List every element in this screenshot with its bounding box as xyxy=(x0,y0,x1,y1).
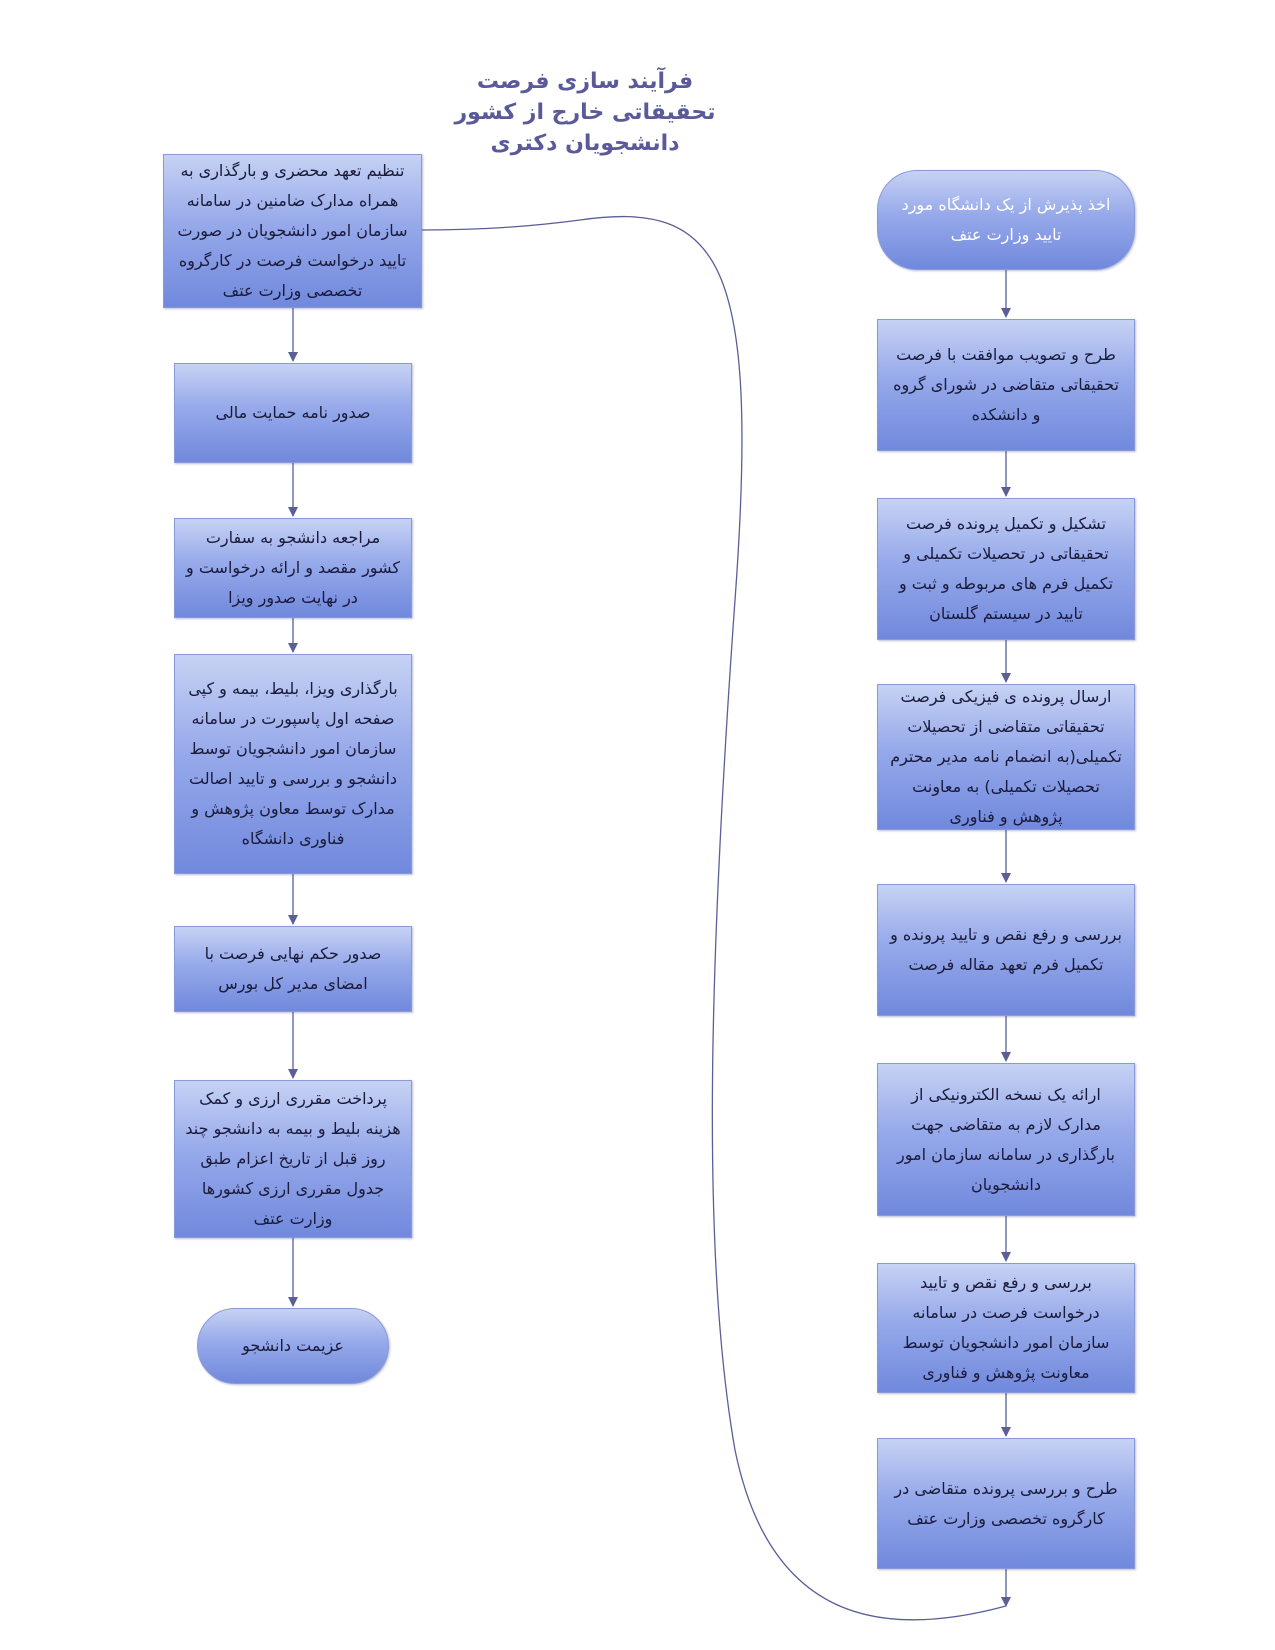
title-line-2: تحقیقاتی خارج از کشور xyxy=(454,100,716,125)
step-left-7-end xyxy=(197,1308,389,1384)
step-right-5 xyxy=(877,884,1135,1016)
step-right-3-text: تشکیل و تکمیل پرونده فرصت تحقیقاتی در تحصیلات تکمیلی و تکمیل فرم های مربوطه و ثبت و تایید در سیستم گلستان xyxy=(898,514,1114,623)
step-right-1-start xyxy=(877,170,1135,270)
title-line-3: دانشجویان دکتری xyxy=(490,131,680,156)
step-left-3 xyxy=(174,518,412,618)
step-right-5-text: بررسی و رفع نقص و تایید پرونده و تکمیل فرم تعهد مقاله فرصت xyxy=(890,925,1122,974)
step-left-1 xyxy=(163,154,422,308)
step-right-3 xyxy=(877,498,1135,640)
step-left-2 xyxy=(174,363,412,463)
step-left-1-text: تنظیم تعهد محضری و بارگذاری به همراه مدارک ضامنین در سامانه سازمان امور دانشجویان در صورت تایید درخواست فرصت در کارگروه تخصصی وزارت عتف xyxy=(177,161,408,300)
step-right-6-text: ارائه یک نسخه الکترونیکی از مدارک لازم به متقاضی جهت بارگذاری در سامانه سازمان امور دانشجویان xyxy=(897,1084,1115,1194)
step-left-2-text: صدور نامه حمایت مالی xyxy=(215,403,371,422)
step-left-7-text: عزیمت دانشجو xyxy=(242,1336,344,1355)
step-left-3-text: مراجعه دانشجو به سفارت کشور مقصد و ارائه درخواست و در نهایت صدور ویزا xyxy=(186,528,400,607)
step-left-6-text: پرداخت مقرری ارزی و کمک هزینه بلیط و بیمه به دانشجو چند روز قبل از تاریخ اعزام طبق جدول مقرری ارزی کشورها وزارت عتف xyxy=(185,1089,401,1228)
step-right-2-text: طرح و تصویب موافقت با فرصت تحقیقاتی متقاضی در شورای گروه و دانشکده xyxy=(893,345,1119,424)
title-line-1: فرآیند سازی فرصت xyxy=(476,69,694,94)
step-right-1-text: اخذ پذیرش از یک دانشگاه مورد تایید وزارت عتف xyxy=(901,195,1111,244)
step-right-7 xyxy=(877,1263,1135,1393)
step-left-4-text: بارگذاری ویزا، بلیط، بیمه و کپی صفحه اول پاسپورت در سامانه سازمان امور دانشجویان توسط دانشجو و بررسی و تایید اصالت مدارک توسط معاون پژوهش و فناوری دانشگاه xyxy=(188,679,398,848)
step-left-6 xyxy=(174,1080,412,1238)
step-right-2 xyxy=(877,319,1135,451)
step-left-5-text: صدور حکم نهایی فرصت با امضای مدیر کل بورس xyxy=(204,944,382,993)
step-right-4-text: ارسال پرونده ی فیزیکی فرصت تحقیقاتی متقاضی از تحصیلات تکمیلی(به انضمام نامه مدیر محترم تحصیلات تکمیلی) به معاونت پژوهش و فناوری xyxy=(890,687,1122,826)
step-right-7-text: بررسی و رفع نقص و تایید درخواست فرصت در سامانه سازمان امور دانشجویان توسط معاونت پژوهش و فناوری xyxy=(902,1273,1110,1382)
step-left-5 xyxy=(174,926,412,1012)
step-right-8 xyxy=(877,1438,1135,1569)
step-left-4 xyxy=(174,654,412,874)
step-right-6 xyxy=(877,1063,1135,1216)
step-right-8-text: طرح و بررسی پرونده متقاضی در کارگروه تخصصی وزارت عتف xyxy=(894,1478,1118,1528)
step-right-4 xyxy=(877,684,1135,830)
